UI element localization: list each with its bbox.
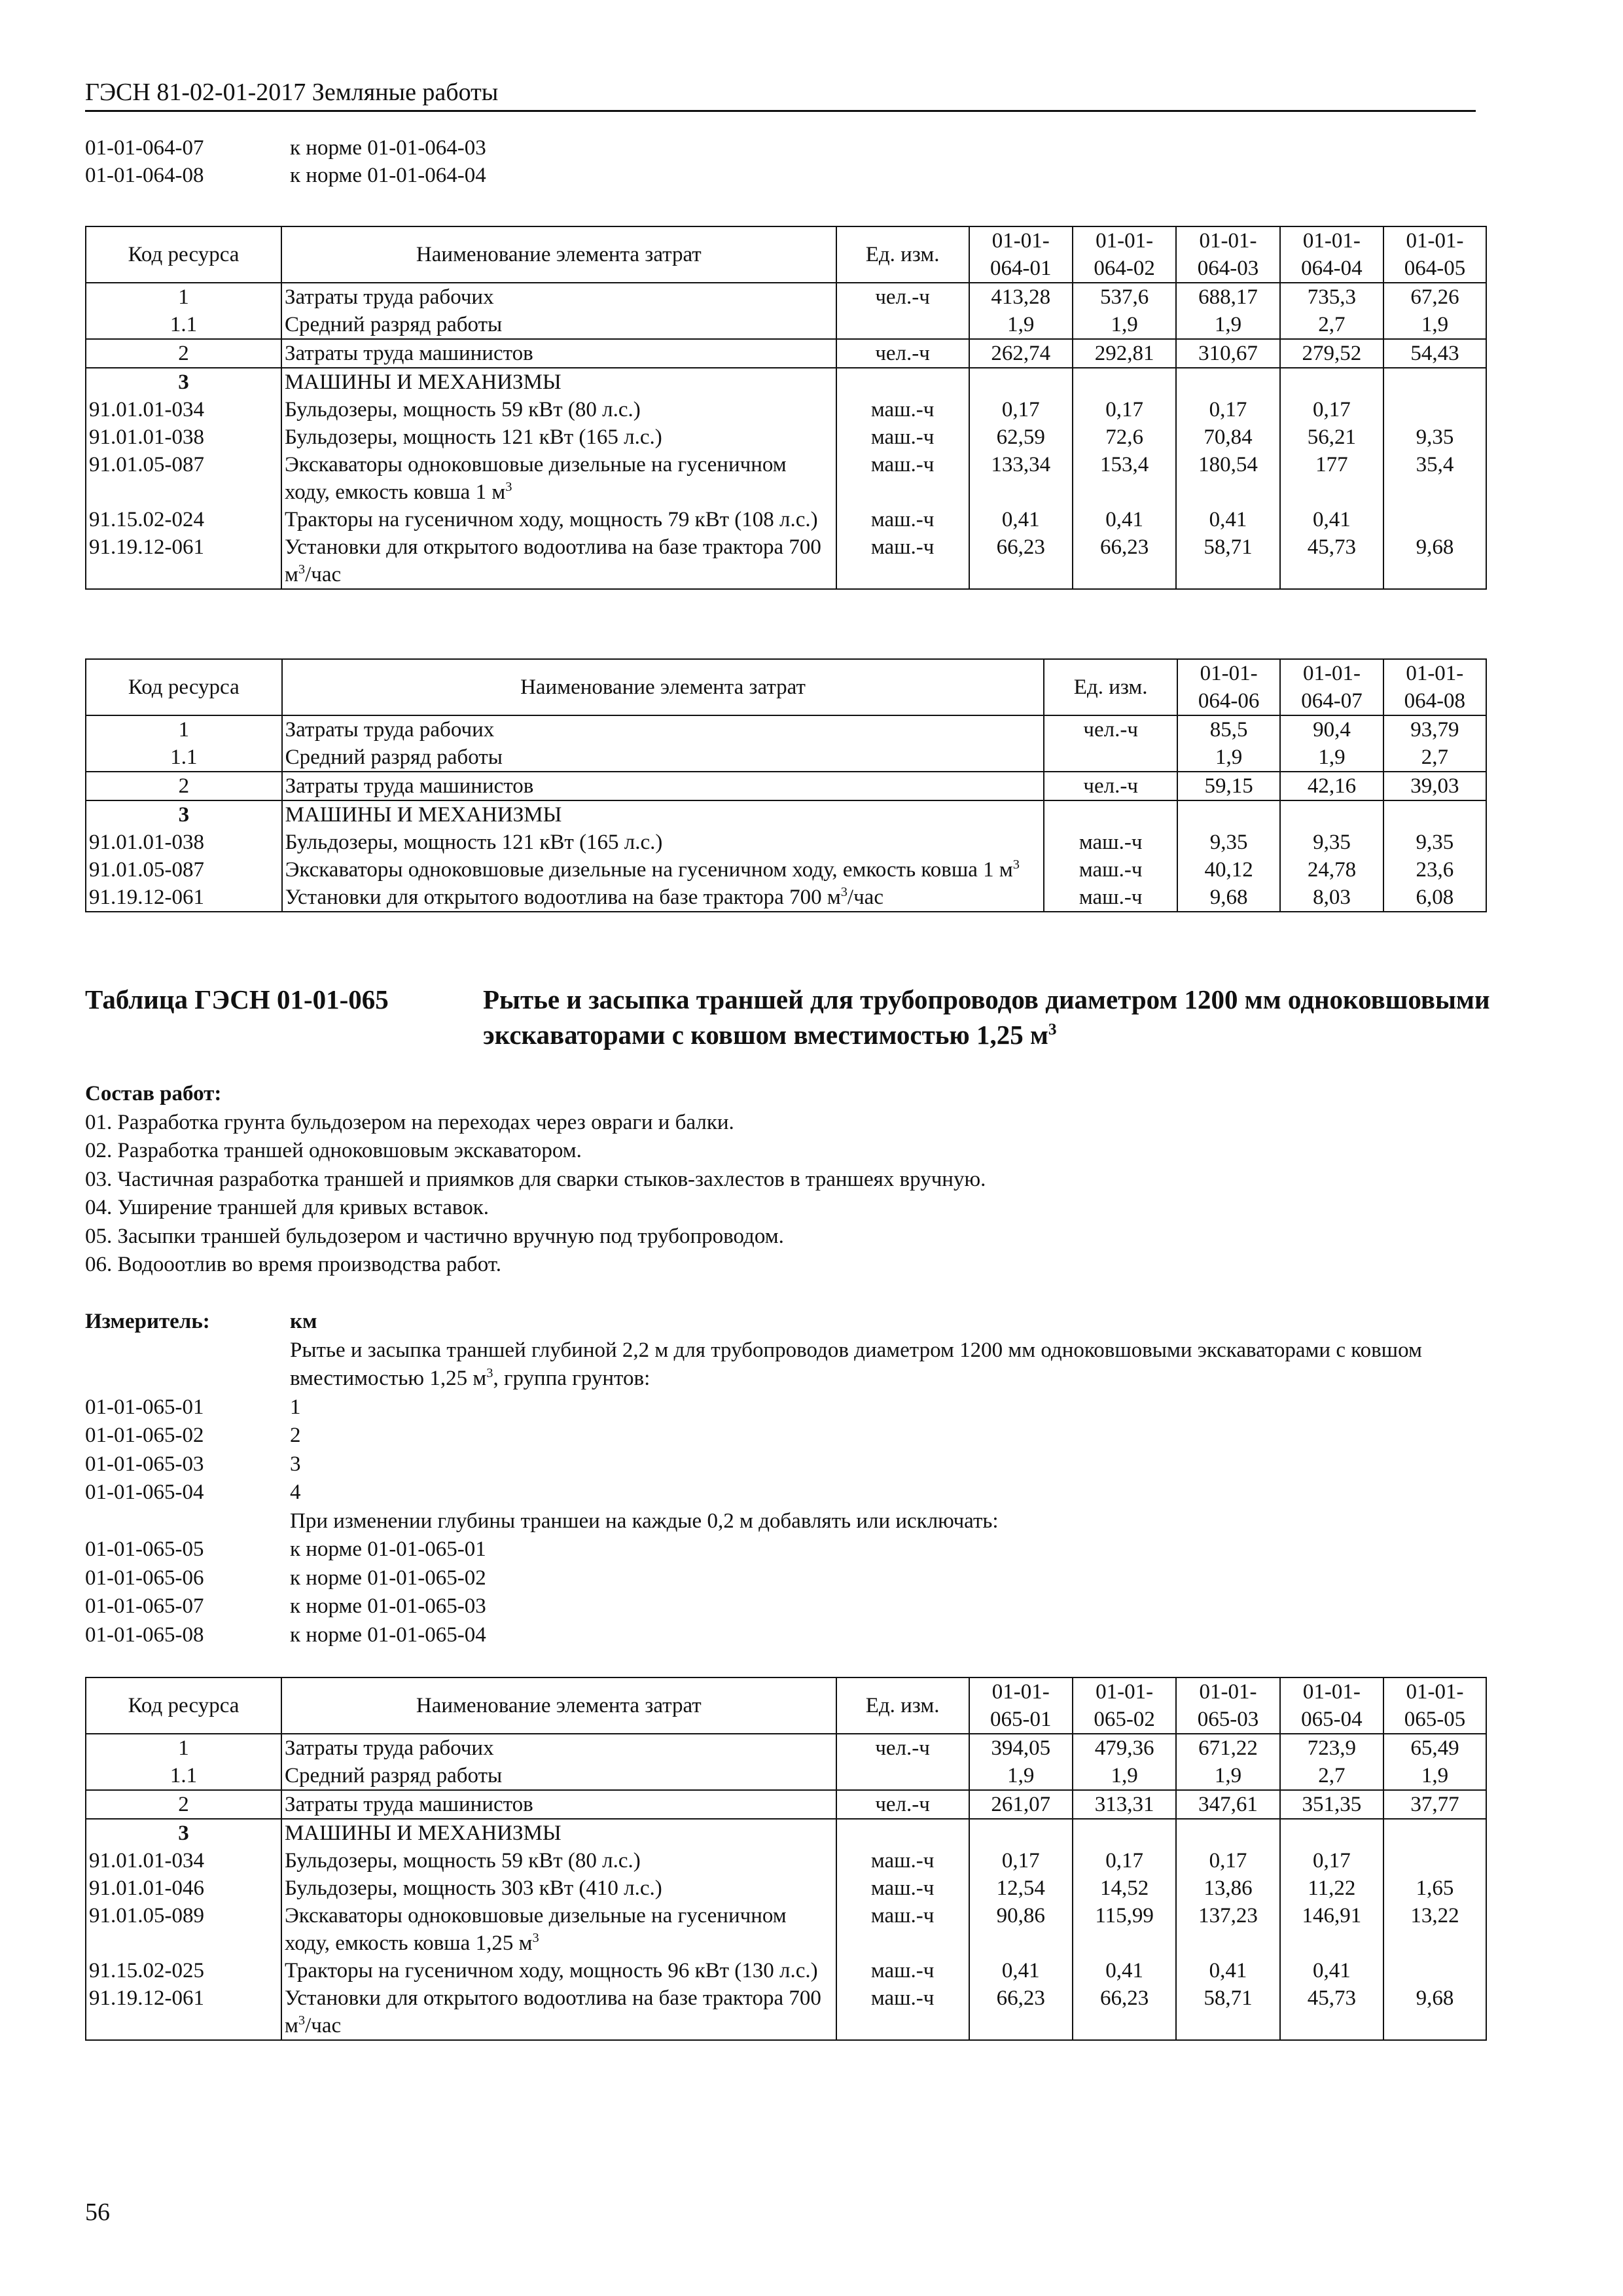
col-header-norm: 01-01- 064-07	[1280, 659, 1383, 715]
norm-reference	[85, 134, 486, 162]
norm-value: 0,17	[1073, 1847, 1176, 1874]
norm-value: 8,03	[1280, 884, 1383, 912]
cost-element-name: МАШИНЫ И МЕХАНИЗМЫ	[281, 368, 836, 396]
norm-value	[1280, 1819, 1383, 1847]
soil-group-row	[85, 1450, 1492, 1479]
soil-group: 1	[290, 1395, 301, 1419]
resource-code: 1	[86, 715, 282, 744]
norm-value: 688,17	[1176, 283, 1279, 311]
resource-code: 91.19.12-061	[86, 884, 282, 912]
meter-description: Рытье и засыпка траншей глубиной 2,2 м для трубопроводов диаметром 1200 мм одноковшовыми экскаваторами с ковшом вместимостью 1,25 $м^3$, группа грунтов:	[290, 1338, 1422, 1390]
norm-value: 90,86	[969, 1902, 1073, 1957]
cost-element-name: МАШИНЫ И МЕХАНИЗМЫ	[282, 800, 1044, 829]
norm-value: 1,65	[1383, 1874, 1486, 1902]
col-header-code: Код ресурса	[86, 1677, 281, 1734]
norm-value: 0,41	[969, 506, 1073, 533]
norm-value: 0,41	[1280, 1957, 1383, 1984]
table-row	[86, 856, 1486, 884]
norm-value: 13,86	[1176, 1874, 1279, 1902]
unit-of-measure: маш.-ч	[836, 506, 969, 533]
unit-of-measure: чел.-ч	[1044, 715, 1177, 744]
cost-element-name: Средний разряд работы	[281, 311, 836, 339]
norm-value: 66,23	[969, 1984, 1073, 2040]
norm-value: 65,49	[1383, 1734, 1486, 1762]
col-header-norm: 01-01- 064-02	[1073, 226, 1176, 283]
norm-value: 0,41	[1176, 1957, 1279, 1984]
norm-value: 58,71	[1176, 533, 1279, 589]
col-header-norm: 01-01- 065-05	[1383, 1677, 1486, 1734]
norm-value: 310,67	[1176, 339, 1279, 368]
work-item: 06. Водооотлив во время производства работ.	[85, 1253, 501, 1276]
table-row	[86, 506, 1486, 533]
norm-value	[1383, 1957, 1486, 1984]
norm-reference	[85, 1535, 1492, 1564]
resource-code: 2	[86, 339, 281, 368]
norm-value: 146,91	[1280, 1902, 1383, 1957]
soil-group-row	[85, 1479, 1492, 1507]
meter-block	[85, 1308, 1492, 1649]
norm-value: 351,35	[1280, 1790, 1383, 1819]
resource-code: 3	[86, 368, 281, 396]
norm-value	[1383, 800, 1486, 829]
table-row	[86, 1790, 1486, 1819]
running-header: ГЭСН 81-02-01-2017 Земляные работы	[85, 77, 1476, 112]
cost-element-name: Экскаваторы одноковшовые дизельные на гусеничном ходу, емкость ковша 1,25 $м^3$	[281, 1902, 836, 1957]
norm-value: 23,6	[1383, 856, 1486, 884]
table-row	[86, 1902, 1486, 1957]
table-row	[86, 715, 1486, 744]
norm-value: 39,03	[1383, 772, 1486, 800]
cost-element-name: Бульдозеры, мощность 59 кВт (80 л.с.)	[281, 1847, 836, 1874]
unit-of-measure: чел.-ч	[836, 1734, 969, 1762]
norm-value: 85,5	[1177, 715, 1280, 744]
top-norm-references	[85, 134, 486, 189]
norm-value: 0,17	[969, 396, 1073, 423]
norm-value	[1073, 1819, 1176, 1847]
table-row	[86, 451, 1486, 506]
table-row	[86, 1874, 1486, 1902]
norm-value: 723,9	[1280, 1734, 1383, 1762]
col-header-norm: 01-01- 064-08	[1383, 659, 1486, 715]
norm-reference	[85, 1621, 1492, 1650]
cost-element-name: Затраты труда рабочих	[281, 283, 836, 311]
norm-value: 9,35	[1177, 829, 1280, 856]
table-row	[86, 423, 1486, 451]
table-row	[86, 533, 1486, 589]
norm-value: 735,3	[1280, 283, 1383, 311]
norm-value: 180,54	[1176, 451, 1279, 506]
norm-value: 0,41	[1073, 506, 1176, 533]
norm-value: 9,68	[1383, 533, 1486, 589]
norm-value: 313,31	[1073, 1790, 1176, 1819]
cost-element-name: Экскаваторы одноковшовые дизельные на гусеничном ходу, емкость ковша 1 $м^3$	[281, 451, 836, 506]
norm-value: 1,9	[1280, 744, 1383, 772]
norm-value: 9,35	[1280, 829, 1383, 856]
work-composition-header: Состав работ:	[85, 1082, 222, 1105]
col-header-norm: 01-01- 065-04	[1280, 1677, 1383, 1734]
norm-code: 01-01-065-02	[85, 1424, 204, 1447]
norm-code: 01-01-065-03	[85, 1452, 204, 1476]
work-item: 05. Засыпки траншей бульдозером и частично вручную под трубопроводом.	[85, 1224, 784, 1248]
cost-element-name: Затраты труда машинистов	[281, 1790, 836, 1819]
col-header-name: Наименование элемента затрат	[281, 226, 836, 283]
norm-value: 292,81	[1073, 339, 1176, 368]
norm-value: 0,41	[1176, 506, 1279, 533]
norm-value: 13,22	[1383, 1902, 1486, 1957]
work-item: 03. Частичная разработка траншей и приямков для сварки стыков-захлестов в траншеях вручную.	[85, 1167, 986, 1191]
norm-value: 261,07	[969, 1790, 1073, 1819]
norm-value: 0,17	[1176, 396, 1279, 423]
col-header-unit: Ед. изм.	[836, 226, 969, 283]
cost-element-name: Тракторы на гусеничном ходу, мощность 96 кВт (130 л.с.)	[281, 1957, 836, 1984]
norm-code: 01-01-065-05	[85, 1537, 204, 1561]
table-header-row	[86, 1677, 1486, 1734]
norm-value: 279,52	[1280, 339, 1383, 368]
norm-value: 537,6	[1073, 283, 1176, 311]
norm-value: 0,17	[1073, 396, 1176, 423]
norm-code: 01-01-064-08	[85, 164, 204, 187]
norm-value	[1177, 800, 1280, 829]
table-title	[483, 982, 1491, 1052]
cost-element-name: Средний разряд работы	[281, 1762, 836, 1790]
col-header-norm: 01-01- 065-03	[1176, 1677, 1279, 1734]
norm-reference	[85, 1564, 1492, 1593]
cost-element-name: Бульдозеры, мощность 121 кВт (165 л.с.)	[282, 829, 1044, 856]
norm-value: 1,9	[1383, 311, 1486, 339]
table-label: Таблица ГЭСН 01-01-065	[85, 984, 389, 1014]
cost-element-name: МАШИНЫ И МЕХАНИЗМЫ	[281, 1819, 836, 1847]
resource-code: 91.19.12-061	[86, 533, 281, 589]
resource-code: 91.15.02-024	[86, 506, 281, 533]
cost-element-name: Экскаваторы одноковшовые дизельные на гусеничном ходу, емкость ковша 1 $м^3$	[282, 856, 1044, 884]
soil-group: 2	[290, 1424, 301, 1447]
norm-value: 1,9	[1383, 1762, 1486, 1790]
norm-value: 66,23	[1073, 1984, 1176, 2040]
work-item: 01. Разработка грунта бульдозером на переходах через овраги и балки.	[85, 1110, 734, 1134]
page-number: 56	[85, 2198, 110, 2226]
norm-reference-text: к норме 01-01-065-01	[290, 1537, 486, 1561]
unit-of-measure	[836, 1762, 969, 1790]
norm-value: 66,23	[969, 533, 1073, 589]
norm-value: 9,35	[1383, 423, 1486, 451]
cost-element-name: Затраты труда машинистов	[281, 339, 836, 368]
norm-value: 394,05	[969, 1734, 1073, 1762]
soil-group: 4	[290, 1480, 301, 1504]
meter-unit: км	[290, 1310, 317, 1333]
resource-code: 91.15.02-025	[86, 1957, 281, 1984]
norm-value: 671,22	[1176, 1734, 1279, 1762]
norm-value: 56,21	[1280, 423, 1383, 451]
norm-value: 66,23	[1073, 533, 1176, 589]
cost-element-name: Затраты труда машинистов	[282, 772, 1044, 800]
norm-value: 45,73	[1280, 1984, 1383, 2040]
work-item: 04. Уширение траншей для кривых вставок.	[85, 1196, 490, 1219]
norm-value: 59,15	[1177, 772, 1280, 800]
norm-value	[969, 368, 1073, 396]
norm-value	[1383, 396, 1486, 423]
norm-reference-text: к норме 01-01-065-03	[290, 1594, 486, 1618]
norm-value: 35,4	[1383, 451, 1486, 506]
unit-of-measure: маш.-ч	[836, 1984, 969, 2040]
norm-value: 0,41	[969, 1957, 1073, 1984]
norm-value: 24,78	[1280, 856, 1383, 884]
norm-code: 01-01-065-07	[85, 1594, 204, 1618]
col-header-code: Код ресурса	[86, 659, 282, 715]
table-row	[86, 1957, 1486, 1984]
norm-value: 12,54	[969, 1874, 1073, 1902]
norm-value: 45,73	[1280, 533, 1383, 589]
resource-code: 91.01.01-034	[86, 1847, 281, 1874]
unit-of-measure: маш.-ч	[836, 423, 969, 451]
resource-code: 1	[86, 1734, 281, 1762]
col-header-norm: 01-01- 065-02	[1073, 1677, 1176, 1734]
resource-code: 91.01.05-089	[86, 1902, 281, 1957]
norm-code: 01-01-065-01	[85, 1395, 204, 1419]
norm-value: 54,43	[1383, 339, 1486, 368]
table-row	[86, 311, 1486, 339]
resource-code: 1.1	[86, 1762, 281, 1790]
norm-value	[1383, 1847, 1486, 1874]
norm-code: 01-01-065-06	[85, 1566, 204, 1590]
norm-value: 479,36	[1073, 1734, 1176, 1762]
resource-code: 91.01.01-034	[86, 396, 281, 423]
meter-label: Измеритель:	[85, 1310, 210, 1333]
norm-value: 0,17	[1280, 396, 1383, 423]
norm-value	[969, 1819, 1073, 1847]
norm-code: 01-01-065-04	[85, 1480, 204, 1504]
norm-value: 93,79	[1383, 715, 1486, 744]
norm-value: 42,16	[1280, 772, 1383, 800]
norm-code: 01-01-064-07	[85, 136, 204, 160]
unit-of-measure	[1044, 800, 1177, 829]
norm-value: 9,68	[1177, 884, 1280, 912]
cost-element-name: Тракторы на гусеничном ходу, мощность 79 кВт (108 л.с.)	[281, 506, 836, 533]
norm-code: 01-01-065-08	[85, 1623, 204, 1647]
norm-value: 1,9	[1073, 1762, 1176, 1790]
unit-of-measure	[1044, 744, 1177, 772]
col-header-name: Наименование элемента затрат	[281, 1677, 836, 1734]
norm-value: 1,9	[1073, 311, 1176, 339]
norm-reference-text: к норме 01-01-064-04	[290, 164, 486, 187]
cost-element-name: Установки для открытого водоотлива на базе трактора 700 $м^3$/час	[282, 884, 1044, 912]
cost-element-name: Бульдозеры, мощность 303 кВт (410 л.с.)	[281, 1874, 836, 1902]
resource-code: 3	[86, 1819, 281, 1847]
unit-of-measure: маш.-ч	[836, 451, 969, 506]
norm-value: 153,4	[1073, 451, 1176, 506]
norm-value	[1383, 506, 1486, 533]
soil-group-row	[85, 1422, 1492, 1450]
table-row	[86, 339, 1486, 368]
col-header-norm: 01-01- 064-04	[1280, 226, 1383, 283]
norm-value: 137,23	[1176, 1902, 1279, 1957]
norm-value	[1280, 368, 1383, 396]
unit-of-measure: маш.-ч	[836, 1874, 969, 1902]
norm-value	[1383, 368, 1486, 396]
resource-table-065-01-05	[85, 1677, 1487, 2041]
resource-code: 1	[86, 283, 281, 311]
table-row	[86, 829, 1486, 856]
soil-group: 3	[290, 1452, 301, 1476]
table-row	[86, 772, 1486, 800]
cost-element-name: Установки для открытого водоотлива на базе трактора 700 $м^3$/час	[281, 533, 836, 589]
cost-element-name: Затраты труда рабочих	[281, 1734, 836, 1762]
norm-value: 37,77	[1383, 1790, 1486, 1819]
unit-of-measure: чел.-ч	[836, 339, 969, 368]
table-row	[86, 800, 1486, 829]
norm-value: 0,17	[1176, 1847, 1279, 1874]
norm-value: 262,74	[969, 339, 1073, 368]
norm-value: 2,7	[1383, 744, 1486, 772]
unit-of-measure: маш.-ч	[1044, 856, 1177, 884]
norm-value	[1176, 1819, 1279, 1847]
resource-table-064-06-08	[85, 658, 1487, 912]
table-header-row	[86, 659, 1486, 715]
norm-value: 1,9	[969, 1762, 1073, 1790]
soil-group-row	[85, 1393, 1492, 1422]
norm-value: 177	[1280, 451, 1383, 506]
col-header-unit: Ед. изм.	[836, 1677, 969, 1734]
norm-value: 72,6	[1073, 423, 1176, 451]
norm-value: 0,17	[1280, 1847, 1383, 1874]
unit-of-measure: маш.-ч	[836, 533, 969, 589]
norm-value	[1383, 1819, 1486, 1847]
table-row	[86, 744, 1486, 772]
norm-value: 90,4	[1280, 715, 1383, 744]
work-composition	[85, 1080, 1492, 1280]
unit-of-measure	[836, 1819, 969, 1847]
norm-value: 9,35	[1383, 829, 1486, 856]
norm-reference	[85, 162, 486, 189]
resource-code: 91.01.05-087	[86, 451, 281, 506]
norm-value: 0,41	[1280, 506, 1383, 533]
table-row	[86, 1762, 1486, 1790]
change-note-row	[85, 1507, 1492, 1536]
norm-value: 6,08	[1383, 884, 1486, 912]
resource-code: 3	[86, 800, 282, 829]
col-header-code: Код ресурса	[86, 226, 281, 283]
norm-value: 0,41	[1073, 1957, 1176, 1984]
norm-value: 1,9	[1176, 1762, 1279, 1790]
unit-of-measure: маш.-ч	[836, 1902, 969, 1957]
resource-code: 1.1	[86, 311, 281, 339]
norm-value: 40,12	[1177, 856, 1280, 884]
cost-element-name: Бульдозеры, мощность 121 кВт (165 л.с.)	[281, 423, 836, 451]
col-header-norm: 01-01- 065-01	[969, 1677, 1073, 1734]
norm-reference-text: к норме 01-01-065-02	[290, 1566, 486, 1590]
col-header-unit: Ед. изм.	[1044, 659, 1177, 715]
table-row	[86, 283, 1486, 311]
table-row	[86, 1819, 1486, 1847]
resource-code: 91.19.12-061	[86, 1984, 281, 2040]
col-header-name: Наименование элемента затрат	[282, 659, 1044, 715]
unit-of-measure: маш.-ч	[836, 396, 969, 423]
unit-of-measure: чел.-ч	[836, 1790, 969, 1819]
norm-value: 133,34	[969, 451, 1073, 506]
norm-reference-text: к норме 01-01-065-04	[290, 1623, 486, 1647]
norm-value	[1176, 368, 1279, 396]
norm-value: 2,7	[1280, 311, 1383, 339]
norm-value: 0,17	[969, 1847, 1073, 1874]
table-row	[86, 396, 1486, 423]
norm-value	[1073, 368, 1176, 396]
resource-code: 91.01.01-046	[86, 1874, 281, 1902]
norm-value: 11,22	[1280, 1874, 1383, 1902]
resource-code: 91.01.01-038	[86, 423, 281, 451]
cost-element-name: Средний разряд работы	[282, 744, 1044, 772]
unit-of-measure	[836, 311, 969, 339]
table-row	[86, 368, 1486, 396]
resource-code: 1.1	[86, 744, 282, 772]
norm-value	[1280, 800, 1383, 829]
norm-reference-text: к норме 01-01-064-03	[290, 136, 486, 160]
unit-of-measure: маш.-ч	[836, 1847, 969, 1874]
meter-description-row	[85, 1336, 1492, 1393]
col-header-norm: 01-01- 064-01	[969, 226, 1073, 283]
table-row	[86, 884, 1486, 912]
cost-element-name: Установки для открытого водоотлива на базе трактора 700 $м^3$/час	[281, 1984, 836, 2040]
depth-change-note: При изменении глубины траншеи на каждые 0,2 м добавлять или исключать:	[290, 1509, 999, 1533]
resource-code: 2	[86, 1790, 281, 1819]
norm-value: 115,99	[1073, 1902, 1176, 1957]
table-header-row	[86, 226, 1486, 283]
resource-table-064-01-05	[85, 226, 1487, 590]
table-row	[86, 1734, 1486, 1762]
unit-of-measure: чел.-ч	[836, 283, 969, 311]
norm-value: 70,84	[1176, 423, 1279, 451]
norm-value: 1,9	[1176, 311, 1279, 339]
unit-of-measure: чел.-ч	[1044, 772, 1177, 800]
norm-value: 1,9	[969, 311, 1073, 339]
work-item: 02. Разработка траншей одноковшовым экскаватором.	[85, 1139, 582, 1162]
table-row	[86, 1847, 1486, 1874]
col-header-norm: 01-01- 064-03	[1176, 226, 1279, 283]
unit-of-measure	[836, 368, 969, 396]
cost-element-name: Бульдозеры, мощность 59 кВт (80 л.с.)	[281, 396, 836, 423]
unit-of-measure: маш.-ч	[836, 1957, 969, 1984]
norm-value: 9,68	[1383, 1984, 1486, 2040]
norm-value: 413,28	[969, 283, 1073, 311]
norm-value: 67,26	[1383, 283, 1486, 311]
norm-value: 58,71	[1176, 1984, 1279, 2040]
col-header-norm: 01-01- 064-06	[1177, 659, 1280, 715]
unit-of-measure: маш.-ч	[1044, 829, 1177, 856]
unit-of-measure: маш.-ч	[1044, 884, 1177, 912]
norm-value: 347,61	[1176, 1790, 1279, 1819]
norm-reference	[85, 1592, 1492, 1621]
meter-row	[85, 1308, 1492, 1336]
table-title-text: Рытье и засыпка траншей для трубопроводов диаметром 1200 мм одноковшовыми экскаваторами с ковшом вместимостью 1,25 $м^3$	[483, 984, 1490, 1050]
resource-code: 91.01.05-087	[86, 856, 282, 884]
resource-code: 91.01.01-038	[86, 829, 282, 856]
norm-value: 14,52	[1073, 1874, 1176, 1902]
norm-value: 2,7	[1280, 1762, 1383, 1790]
col-header-norm: 01-01- 064-05	[1383, 226, 1486, 283]
cost-element-name: Затраты труда рабочих	[282, 715, 1044, 744]
norm-value: 62,59	[969, 423, 1073, 451]
resource-code: 2	[86, 772, 282, 800]
table-row	[86, 1984, 1486, 2040]
norm-value: 1,9	[1177, 744, 1280, 772]
